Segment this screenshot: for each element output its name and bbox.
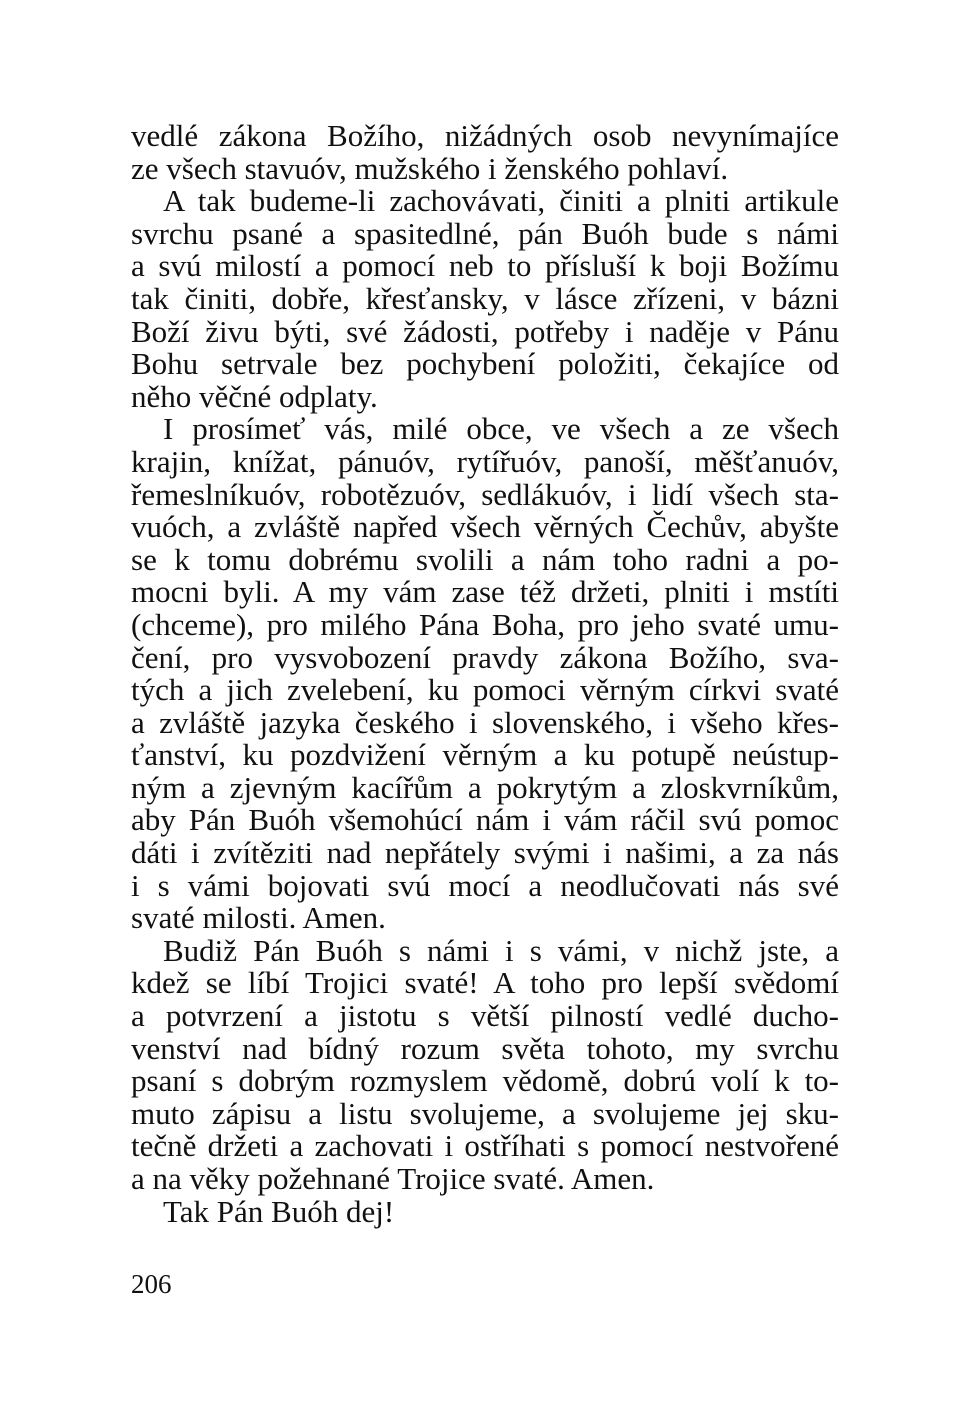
text-line: krajin, knížat, pánuóv, rytířuóv, panoší, měšťanuóv, <box>131 443 839 479</box>
text-line: řemeslníkuóv, robotězuóv, sedlákuóv, i lidí všech sta- <box>131 476 839 512</box>
text-line: Tak Pán Buóh dej! <box>163 1193 395 1229</box>
text-line: Bohu setrvale bez pochybení položiti, čekajíce od <box>131 346 839 382</box>
text-line: Budiž Pán Buóh s námi i s vámi, v nichž jste, a <box>163 932 839 968</box>
text-line: aby Pán Buóh všemohúcí nám i vám ráčil svú pomoc <box>131 802 839 838</box>
text-line: ťanství, ku pozdvižení věrným a ku potupě neústup- <box>131 737 839 773</box>
text-line: venství nad bídný rozum světa tohoto, my svrchu <box>131 1030 839 1066</box>
text-line: A tak budeme-li zachovávati, činiti a plniti artikule <box>163 183 839 219</box>
text-line: a svú milostí a pomocí neb to přísluší k boji Božímu <box>131 248 839 284</box>
page-number: 206 <box>131 1269 172 1299</box>
text-line: i s vámi bojovati svú mocí a neodlučovati nás své <box>131 867 839 903</box>
text-line: mocni byli. A my vám zase též držeti, plniti i mstíti <box>131 574 839 610</box>
text-line: tečně držeti a zachovati i ostříhati s pomocí nestvořené <box>131 1128 839 1164</box>
text-line: vuóch, a zvláště napřed všech věrných Čechův, abyšte <box>131 509 839 545</box>
text-line: svaté milosti. Amen. <box>131 900 386 936</box>
text-line: tak činiti, dobře, křesťansky, v lásce zřízeni, v bázni <box>131 280 839 316</box>
body-text <box>131 120 839 1228</box>
text-line: čení, pro vysvobození pravdy zákona Božího, sva- <box>131 639 839 675</box>
text-line: muto zápisu a listu svolujeme, a svolujeme jej sku- <box>131 1095 839 1131</box>
text-line: a potvrzení a jistotu s větší pilností vedlé ducho- <box>131 998 839 1034</box>
text-line: (chceme), pro milého Pána Boha, pro jeho svaté umu- <box>131 606 839 642</box>
text-line: ným a zjevným kacířům a pokrytým a zloskvrníkům, <box>131 769 839 805</box>
text-line: kdež se líbí Trojici svaté! A toho pro lepší svědomí <box>131 965 839 1001</box>
text-line: a na věky požehnané Trojice svaté. Amen. <box>131 1161 655 1196</box>
text-line: Boží živu býti, své žádosti, potřeby i naděje v Pánu <box>131 313 839 349</box>
text-line: ze všech stavuóv, mužského i ženského pohlaví. <box>131 150 729 186</box>
text-line: I prosímeť vás, milé obce, ve všech a ze všech <box>163 411 839 447</box>
text-line: se k tomu dobrému svolili a nám toho radni a po- <box>131 541 839 577</box>
text-line: svrchu psané a spasitedlné, pán Buóh bude s námi <box>131 215 839 251</box>
text-line: a zvláště jazyka českého i slovenského, i všeho křes- <box>131 704 839 740</box>
text-line: tých a jich zvelebení, ku pomoci věrným církvi svaté <box>131 672 839 708</box>
text-line: psaní s dobrým rozmyslem vědomě, dobrú volí k to- <box>131 1063 839 1099</box>
text-line: dáti i zvítěziti nad nepřátely svými i našimi, a za nás <box>131 835 839 871</box>
text-line: vedlé zákona Božího, nižádných osob nevynímajíce <box>131 118 839 153</box>
text-line: něho věčné odplaty. <box>131 378 378 414</box>
